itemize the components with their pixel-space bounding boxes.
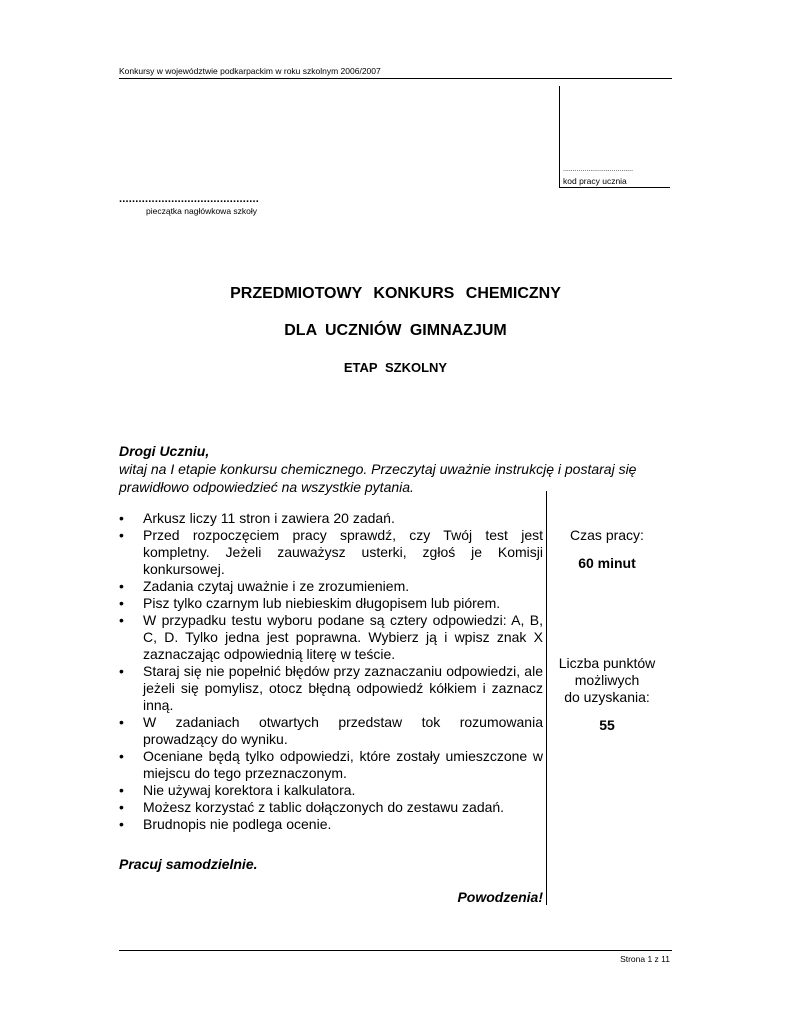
bullet-icon: • xyxy=(119,612,124,628)
list-item: • Pisz tylko czarnym lub niebieskim długopisem lub piórem. xyxy=(119,595,501,611)
code-box-underline xyxy=(559,187,670,188)
title-line-2: DLA UCZNIÓW GIMNAZJUM xyxy=(284,322,507,339)
column-divider xyxy=(546,491,547,905)
list-item: • Możesz korzystać z tablic dołączonych do zestawu zadań. xyxy=(119,799,505,815)
list-item: • Zadania czytaj uważnie i ze zrozumieniem. xyxy=(119,578,410,594)
time-label: Czas pracy: xyxy=(570,527,644,543)
points-label: Liczba punktów możliwych do uzyskania: xyxy=(558,655,656,705)
good-luck-note: Powodzenia! xyxy=(457,889,543,905)
bullet-icon: • xyxy=(119,510,124,526)
school-stamp-label: pieczątka nagłówkowa szkoły xyxy=(146,206,258,216)
intro-text: witaj na I etapie konkursu chemicznego. Przeczytaj uważnie instrukcję i postaraj się prawidłowo odpowiedzieć na wszystkie pytania. xyxy=(119,461,637,495)
bullet-icon: • xyxy=(119,714,124,730)
list-item: • Staraj się nie popełnić błędów przy zaznaczaniu odpowiedzi, ale jeżeli się pomylisz, otocz błędną odpowiedź kółkiem i zaznacz inną. xyxy=(119,663,543,713)
code-box-dots: .................................... xyxy=(563,166,634,173)
bullet-icon: • xyxy=(119,799,124,815)
greeting: Drogi Uczniu, xyxy=(119,443,210,459)
list-item: • Nie używaj korektora i kalkulatora. xyxy=(119,782,356,798)
bullet-icon: • xyxy=(119,527,124,543)
code-box-border xyxy=(559,86,560,187)
bullet-icon: • xyxy=(119,578,124,594)
bullet-icon: • xyxy=(119,748,124,764)
work-alone-note: Pracuj samodzielnie. xyxy=(119,856,258,872)
instructions-list xyxy=(119,510,543,833)
list-item: • W zadaniach otwartych przedstaw tok rozumowania prowadzący do wyniku. xyxy=(119,714,543,747)
list-item: • Przed rozpoczęciem pracy sprawdź, czy Twój test jest kompletny. Jeżeli zauważysz usterki, zgłoś je Komisji konkursowej. xyxy=(119,527,543,577)
school-stamp-dots: ........................................... xyxy=(119,193,260,205)
bullet-icon: • xyxy=(119,816,124,832)
bullet-icon: • xyxy=(119,782,124,798)
running-header: Konkursy w województwie podkarpackim w roku szkolnym 2006/2007 xyxy=(119,66,381,76)
title-line-3: ETAP SZKOLNY xyxy=(343,360,448,375)
list-item: • Brudnopis nie podlega ocenie. xyxy=(119,816,332,832)
header-rule xyxy=(119,78,672,79)
footer-rule xyxy=(119,950,672,951)
title-line-1: PRZEDMIOTOWY KONKURS CHEMICZNY xyxy=(230,285,561,302)
bullet-icon: • xyxy=(119,595,124,611)
time-value: 60 minut xyxy=(578,555,636,571)
page-number: Strona 1 z 11 xyxy=(620,954,670,964)
bullet-icon: • xyxy=(119,663,124,679)
points-value: 55 xyxy=(599,717,615,733)
list-item: • W przypadku testu wyboru podane są cztery odpowiedzi: A, B, C, D. Tylko jedna jest poprawna. Wybierz ją i wpisz znak X zaznaczając odpowiednią literę w teście. xyxy=(119,612,543,662)
list-item: • Oceniane będą tylko odpowiedzi, które zostały umieszczone w miejscu do tego przeznaczonym. xyxy=(119,748,543,781)
code-box-label: kod pracy ucznia xyxy=(563,176,627,186)
list-item: • Arkusz liczy 11 stron i zawiera 20 zadań. xyxy=(119,510,395,526)
